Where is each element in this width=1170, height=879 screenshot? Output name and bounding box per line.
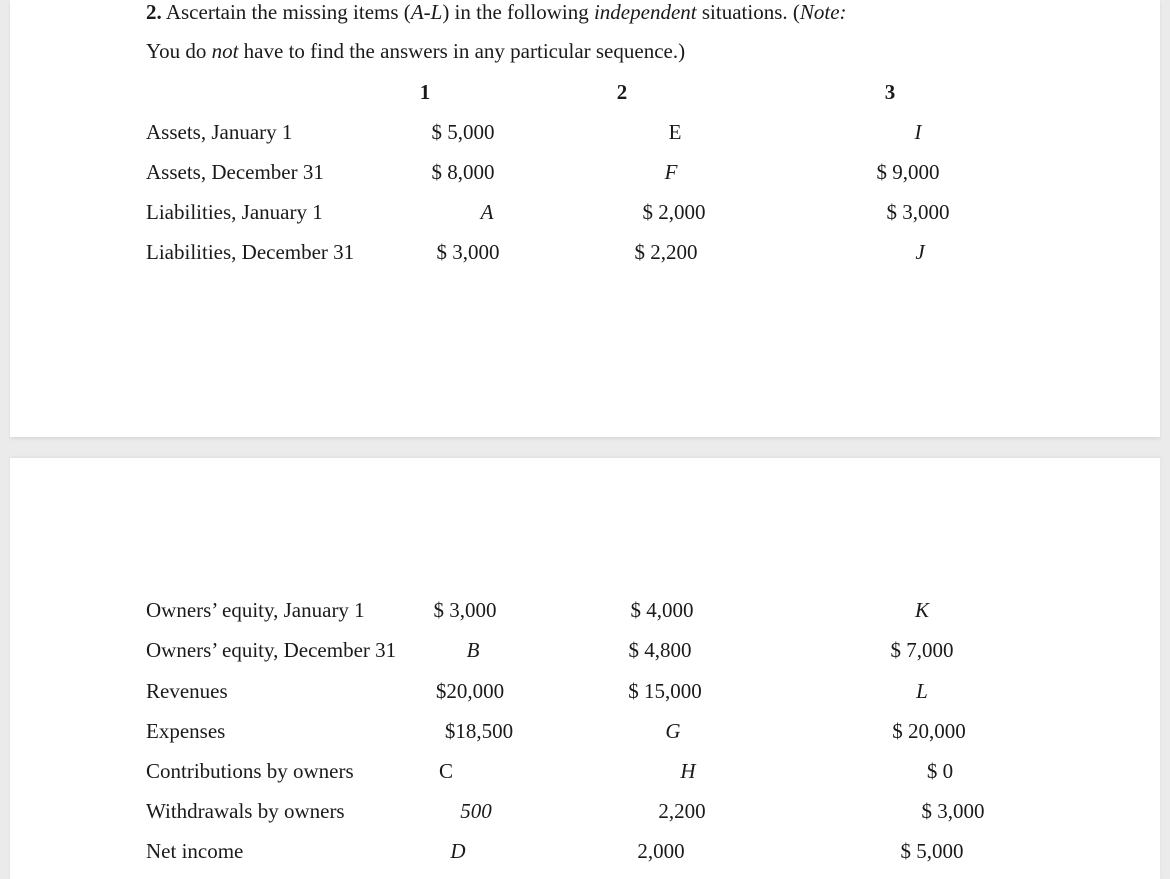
- cell-value: C: [438, 759, 454, 783]
- document-page-1: [10, 0, 1160, 437]
- cell-value: L: [916, 679, 928, 703]
- cell-value: $ 4,800: [628, 638, 692, 662]
- column-header-1: 1: [419, 80, 431, 104]
- column-header-3: 3: [884, 80, 896, 104]
- question-line-2: [146, 39, 685, 63]
- question-text: You do: [146, 39, 212, 63]
- row-label: Liabilities, December 31: [146, 240, 355, 264]
- cell-value: 2,000: [637, 839, 685, 863]
- row-label: Assets, December 31: [146, 160, 324, 184]
- cell-value: $ 8,000: [431, 160, 495, 184]
- question-text: have to find the answers in any particular sequence.): [238, 39, 686, 63]
- cell-value: $ 9,000: [876, 160, 940, 184]
- cell-value: $ 3,000: [921, 799, 985, 823]
- question-number: 2.: [146, 0, 162, 24]
- row-label: Contributions by owners: [146, 759, 354, 783]
- question-text: Note:: [799, 0, 847, 24]
- row-label: Revenues: [146, 679, 228, 703]
- question-text: A-L: [410, 0, 443, 24]
- cell-value: D: [450, 839, 466, 863]
- cell-value: F: [664, 160, 678, 184]
- row-label: Expenses: [146, 719, 226, 743]
- cell-value: $ 5,000: [900, 839, 964, 863]
- cell-value: $ 20,000: [892, 719, 966, 743]
- cell-value: $ 3,000: [436, 240, 500, 264]
- cell-value: K: [914, 598, 930, 622]
- row-label: Assets, January 1: [146, 120, 293, 144]
- document-page-2: [10, 458, 1160, 879]
- cell-value: 500: [460, 799, 492, 823]
- cell-value: G: [665, 719, 681, 743]
- question-text: situations. (: [696, 0, 800, 24]
- cell-value: 2,200: [658, 799, 706, 823]
- cell-value: $ 15,000: [628, 679, 702, 703]
- cell-value: $ 5,000: [431, 120, 495, 144]
- cell-value: I: [914, 120, 922, 144]
- cell-value: J: [915, 240, 925, 264]
- row-label: Owners’ equity, January 1: [146, 598, 365, 622]
- cell-value: A: [480, 200, 494, 224]
- question-text: independent: [593, 0, 697, 24]
- question-text: ) in the following: [442, 0, 594, 24]
- cell-value: $ 2,200: [634, 240, 698, 264]
- cell-value: $ 4,000: [630, 598, 694, 622]
- cell-value: H: [680, 759, 696, 783]
- question-line-1: [146, 0, 847, 24]
- column-header-2: 2: [616, 80, 628, 104]
- question-text: not: [211, 39, 239, 63]
- cell-value: $ 0: [926, 759, 954, 783]
- cell-value: $ 3,000: [886, 200, 950, 224]
- row-label: Withdrawals by owners: [146, 799, 345, 823]
- cell-value: B: [466, 638, 480, 662]
- cell-value: $20,000: [435, 679, 505, 703]
- cell-value: $ 7,000: [890, 638, 954, 662]
- row-label: Owners’ equity, December 31: [146, 638, 397, 662]
- row-label: Net income: [146, 839, 244, 863]
- cell-value: E: [668, 120, 682, 144]
- row-label: Liabilities, January 1: [146, 200, 323, 224]
- cell-value: $18,500: [444, 719, 514, 743]
- question-text: Ascertain the missing items (: [165, 0, 411, 24]
- cell-value: $ 2,000: [642, 200, 706, 224]
- cell-value: $ 3,000: [433, 598, 497, 622]
